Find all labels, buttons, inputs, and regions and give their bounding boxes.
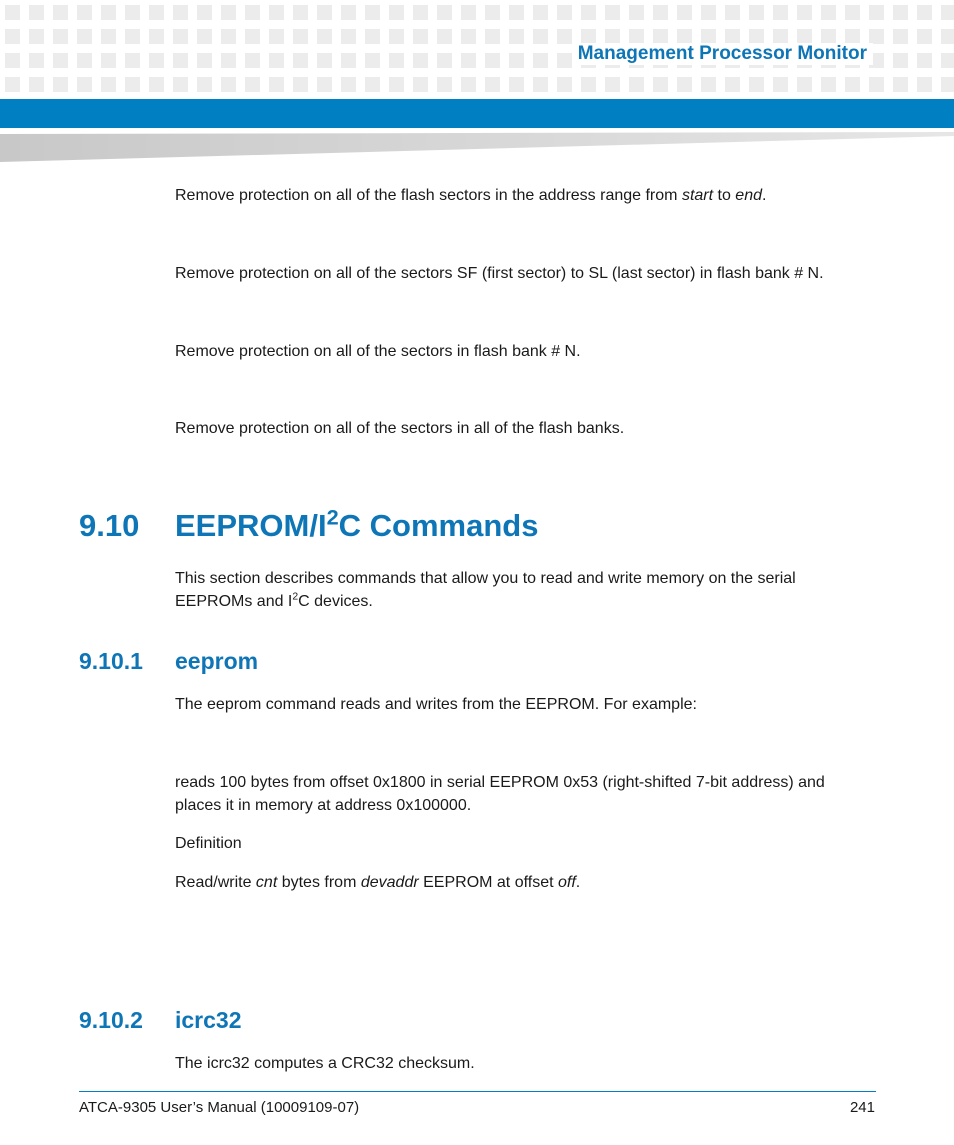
pattern-square — [5, 53, 20, 68]
running-header-title: Management Processor Monitor — [572, 43, 873, 65]
pattern-square — [413, 77, 428, 92]
pattern-square — [317, 29, 332, 44]
pattern-square — [221, 53, 236, 68]
pattern-square — [29, 5, 44, 20]
pattern-square — [5, 77, 20, 92]
pattern-square — [797, 29, 812, 44]
pattern-square — [77, 29, 92, 44]
pattern-square — [197, 5, 212, 20]
eeprom-example-description: reads 100 bytes from offset 0x1800 in serial EEPROM 0x53 (right-shifted 7-bit address) and places it in memory at address 0x100000. — [175, 774, 825, 814]
pattern-square — [317, 5, 332, 20]
pattern-square — [53, 77, 68, 92]
pattern-square — [845, 5, 860, 20]
pattern-square — [581, 77, 596, 92]
eeprom-definition-label: Definition — [175, 835, 242, 852]
pattern-square — [917, 77, 932, 92]
pattern-square — [149, 53, 164, 68]
paragraph-unprotect-range: Remove protection on all of the flash sectors in the address range from start to end. — [175, 187, 767, 204]
pattern-square — [5, 5, 20, 20]
pattern-square — [917, 53, 932, 68]
pattern-square — [653, 5, 668, 20]
footer-page-number: 241 — [849, 1099, 875, 1116]
header-grey-wedge — [0, 128, 954, 164]
pattern-square — [125, 29, 140, 44]
pattern-square — [797, 5, 812, 20]
pattern-square — [341, 77, 356, 92]
pattern-square — [581, 5, 596, 20]
pattern-square — [293, 5, 308, 20]
pattern-square — [941, 29, 954, 44]
pattern-square — [197, 53, 212, 68]
pattern-square — [221, 29, 236, 44]
pattern-square — [869, 77, 884, 92]
pattern-square — [821, 5, 836, 20]
pattern-square — [77, 5, 92, 20]
pattern-square — [53, 29, 68, 44]
pattern-square — [269, 77, 284, 92]
pattern-square — [557, 53, 572, 68]
pattern-square — [413, 29, 428, 44]
pattern-square — [917, 5, 932, 20]
pattern-square — [173, 29, 188, 44]
pattern-square — [485, 53, 500, 68]
pattern-square — [269, 5, 284, 20]
pattern-square — [869, 5, 884, 20]
pattern-square — [29, 53, 44, 68]
pattern-square — [413, 53, 428, 68]
pattern-square — [821, 77, 836, 92]
pattern-square — [437, 53, 452, 68]
pattern-square — [53, 53, 68, 68]
pattern-square — [749, 77, 764, 92]
pattern-square — [341, 5, 356, 20]
pattern-square — [245, 5, 260, 20]
pattern-square — [389, 77, 404, 92]
pattern-square — [581, 29, 596, 44]
pattern-square — [629, 77, 644, 92]
pattern-square — [149, 77, 164, 92]
pattern-square — [245, 29, 260, 44]
pattern-square — [437, 29, 452, 44]
pattern-square — [365, 5, 380, 20]
pattern-square — [701, 29, 716, 44]
pattern-square — [245, 53, 260, 68]
pattern-square — [101, 53, 116, 68]
pattern-square — [245, 77, 260, 92]
pattern-square — [485, 29, 500, 44]
pattern-square — [917, 29, 932, 44]
pattern-square — [701, 77, 716, 92]
pattern-square — [221, 77, 236, 92]
pattern-square — [701, 5, 716, 20]
pattern-square — [365, 29, 380, 44]
pattern-square — [101, 29, 116, 44]
pattern-square — [269, 53, 284, 68]
pattern-square — [125, 53, 140, 68]
pattern-square — [293, 29, 308, 44]
paragraph-unprotect-sectors: Remove protection on all of the sectors SF (first sector) to SL (last sector) in flash bank # N. — [175, 265, 824, 282]
pattern-square — [509, 53, 524, 68]
footer-manual-title: ATCA-9305 User’s Manual (10009109-07) — [79, 1099, 360, 1116]
pattern-square — [557, 5, 572, 20]
pattern-square — [77, 77, 92, 92]
pattern-square — [197, 77, 212, 92]
pattern-square — [869, 29, 884, 44]
pattern-square — [365, 77, 380, 92]
pattern-square — [173, 77, 188, 92]
pattern-square — [461, 53, 476, 68]
pattern-square — [509, 5, 524, 20]
pattern-square — [533, 29, 548, 44]
pattern-square — [605, 5, 620, 20]
pattern-square — [533, 5, 548, 20]
pattern-square — [221, 5, 236, 20]
pattern-square — [797, 77, 812, 92]
pattern-square — [293, 53, 308, 68]
pattern-square — [725, 29, 740, 44]
pattern-square — [149, 29, 164, 44]
pattern-square — [29, 29, 44, 44]
paragraph-unprotect-all: Remove protection on all of the sectors in all of the flash banks. — [175, 420, 625, 437]
pattern-square — [653, 77, 668, 92]
pattern-square — [437, 5, 452, 20]
pattern-square — [533, 53, 548, 68]
pattern-square — [29, 77, 44, 92]
pattern-square — [101, 5, 116, 20]
pattern-square — [725, 77, 740, 92]
pattern-square — [149, 5, 164, 20]
pattern-square — [173, 53, 188, 68]
pattern-square — [365, 53, 380, 68]
pattern-square — [893, 29, 908, 44]
pattern-square — [941, 5, 954, 20]
pattern-square — [773, 5, 788, 20]
pattern-square — [749, 5, 764, 20]
pattern-square — [653, 29, 668, 44]
pattern-square — [677, 5, 692, 20]
pattern-square — [749, 29, 764, 44]
pattern-square — [5, 29, 20, 44]
pattern-square — [485, 5, 500, 20]
pattern-square — [893, 5, 908, 20]
pattern-square — [53, 5, 68, 20]
pattern-square — [845, 29, 860, 44]
paragraph-unprotect-bank: Remove protection on all of the sectors in flash bank # N. — [175, 343, 581, 360]
icrc32-intro: The icrc32 computes a CRC32 checksum. — [175, 1055, 475, 1072]
pattern-square — [941, 53, 954, 68]
pattern-square — [461, 29, 476, 44]
section-heading: 9.10 EEPROM/$I^2C$ Commands — [79, 504, 539, 543]
pattern-square — [677, 29, 692, 44]
pattern-square — [389, 5, 404, 20]
pattern-square — [173, 5, 188, 20]
pattern-square — [101, 77, 116, 92]
pattern-square — [389, 53, 404, 68]
pattern-square — [893, 77, 908, 92]
pattern-square — [605, 29, 620, 44]
pattern-square — [389, 29, 404, 44]
pattern-square — [437, 77, 452, 92]
pattern-square — [485, 77, 500, 92]
section-intro: This section describes commands that allow you to read and write memory on the serial EEPROMs and $I^2C$ devices. — [175, 570, 796, 610]
pattern-square — [461, 5, 476, 20]
pattern-square — [845, 77, 860, 92]
pattern-square — [677, 77, 692, 92]
pattern-square — [509, 77, 524, 92]
pattern-square — [629, 5, 644, 20]
eeprom-definition-text: Read/write cnt bytes from devaddr EEPROM at offset off. — [175, 874, 581, 891]
pattern-square — [125, 77, 140, 92]
pattern-square — [509, 29, 524, 44]
pattern-square — [605, 77, 620, 92]
pattern-square — [773, 29, 788, 44]
pattern-square — [293, 77, 308, 92]
eeprom-intro: The eeprom command reads and writes from the EEPROM. For example: — [175, 696, 697, 713]
pattern-square — [317, 53, 332, 68]
pattern-square — [269, 29, 284, 44]
pattern-square — [341, 53, 356, 68]
pattern-square — [725, 5, 740, 20]
subsection-heading-eeprom: 9.10.1 eeprom — [79, 648, 259, 674]
pattern-square — [461, 77, 476, 92]
pattern-square — [629, 29, 644, 44]
pattern-square — [893, 53, 908, 68]
pattern-square — [533, 77, 548, 92]
subsection-heading-icrc32: 9.10.2 icrc32 — [79, 1007, 242, 1033]
pattern-square — [557, 29, 572, 44]
header-blue-bar — [0, 99, 954, 128]
footer-rule — [79, 1091, 876, 1092]
pattern-square — [413, 5, 428, 20]
pattern-square — [125, 5, 140, 20]
pattern-square — [197, 29, 212, 44]
pattern-square — [941, 77, 954, 92]
pattern-square — [341, 29, 356, 44]
pattern-square — [77, 53, 92, 68]
section-number: 9.10 — [79, 508, 140, 543]
pattern-square — [557, 77, 572, 92]
pattern-square — [773, 77, 788, 92]
pattern-square — [821, 29, 836, 44]
pattern-square — [317, 77, 332, 92]
